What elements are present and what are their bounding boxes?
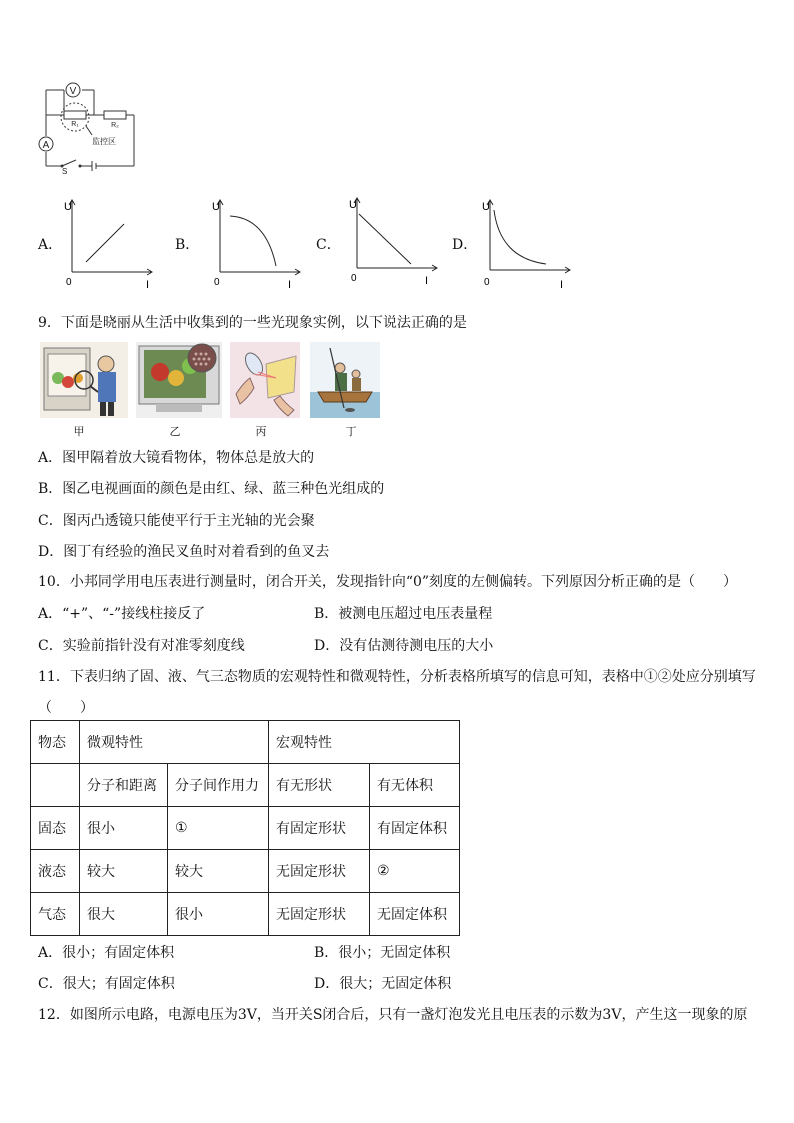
table-cell: 较大 (80, 850, 168, 893)
switch-label: S (62, 167, 68, 175)
table-row (31, 850, 460, 893)
table-cell: 有固定形状 (269, 807, 370, 850)
q11-stem-paren: （ ） (38, 700, 94, 716)
q9-caption-jia: 甲 (73, 425, 85, 438)
table-cell: 固态 (31, 807, 80, 850)
q10-stem: 10．小邦同学用电压表进行测量时，闭合开关，发现指针向“0”刻度的左侧偏转。下列原因分析正确的是（ ） (38, 574, 738, 590)
table-cell: 无固定体积 (370, 893, 460, 936)
q8-a-origin: 0 (66, 277, 72, 288)
table-subheader: 分子和距离 (80, 764, 168, 807)
monitor-zone-label: 监控区 (92, 137, 116, 146)
r1-label: R₁ (71, 121, 79, 128)
q8-c-i: I (425, 275, 429, 287)
q9-option-b[interactable]: B．图乙电视画面的颜色是由红、绿、蓝三种色光组成的 (38, 481, 385, 497)
table-cell: 气态 (31, 893, 80, 936)
q12-stem: 12．如图所示电路，电源电压为3V，当开关S闭合后，只有一盏灯泡发光且电压表的示数为3V，产生这一现象的原 (38, 1007, 748, 1023)
table-header-micro: 微观特性 (80, 721, 269, 764)
table-cell: ① (168, 807, 269, 850)
q8-a-u: U (64, 201, 72, 213)
q8-graph-c[interactable] (347, 194, 442, 288)
table-subheader: 分子间作用力 (168, 764, 269, 807)
table-header-macro: 宏观特性 (269, 721, 460, 764)
voltmeter-label: V (69, 86, 77, 97)
q9-caption-bing: 丙 (255, 425, 267, 438)
q9-picture-yi (136, 342, 222, 418)
q9-stem: 9．下面是晓丽从生活中收集到的一些光现象实例，以下说法正确的是 (38, 315, 467, 331)
table-header-state: 物态 (31, 721, 80, 764)
table-cell: 很大 (80, 893, 168, 936)
q9-caption-yi: 乙 (169, 425, 181, 438)
q8-option-a-label[interactable]: A． (38, 237, 63, 253)
q9-picture-ding (310, 342, 380, 418)
table-cell: 液态 (31, 850, 80, 893)
q11-option-c[interactable]: C．很大；有固定体积 (38, 976, 175, 992)
q9-option-a[interactable]: A．图甲隔着放大镜看物体，物体总是放大的 (38, 450, 315, 466)
r2-label: R₂ (111, 122, 119, 129)
q8-d-u: U (482, 201, 490, 213)
q8-b-u: U (212, 201, 220, 213)
q8-graph-d[interactable] (480, 196, 575, 290)
table-row (31, 893, 460, 936)
q11-option-d[interactable]: D．很大；无固定体积 (314, 976, 452, 992)
q8-graph-a[interactable] (62, 196, 157, 290)
table-subheader: 有无体积 (370, 764, 460, 807)
q11-option-b[interactable]: B．很小；无固定体积 (314, 945, 451, 961)
q9-picture-jia (40, 342, 128, 418)
table-row (31, 807, 460, 850)
q8-b-i: I (288, 279, 292, 290)
table-cell: 无固定形状 (269, 850, 370, 893)
q9-picture-bing (230, 342, 300, 418)
q8-option-b-label[interactable]: B． (175, 237, 200, 253)
table-cell: ② (370, 850, 460, 893)
q8-c-origin: 0 (351, 273, 357, 284)
table-cell: 很小 (168, 893, 269, 936)
q9-option-d[interactable]: D．图丁有经验的渔民叉鱼时对着看到的鱼叉去 (38, 544, 330, 560)
table-subheader: 有无形状 (269, 764, 370, 807)
q9-option-c[interactable]: C．图丙凸透镜只能使平行于主光轴的光会聚 (38, 513, 315, 529)
ammeter-label: A (42, 140, 50, 151)
q8-graph-b[interactable] (210, 196, 305, 290)
q8-a-i: I (146, 279, 150, 290)
circuit-diagram (34, 80, 144, 175)
q8-d-curve (494, 210, 546, 264)
q8-option-d-label[interactable]: D． (452, 237, 478, 253)
q8-b-origin: 0 (214, 277, 220, 288)
q8-d-i: I (560, 279, 564, 290)
q10-option-c[interactable]: C．实验前指针没有对准零刻度线 (38, 638, 245, 654)
q9-caption-ding: 丁 (345, 425, 357, 438)
q8-b-curve (230, 216, 276, 266)
q10-option-a[interactable]: A．“+”、“-”接线柱接反了 (38, 606, 206, 622)
q8-c-curve (359, 214, 411, 264)
q11-option-a[interactable]: A．很小；有固定体积 (38, 945, 175, 961)
q10-option-b[interactable]: B．被测电压超过电压表量程 (314, 606, 493, 622)
q8-option-c-label[interactable]: C． (316, 237, 341, 253)
table-cell: 无固定形状 (269, 893, 370, 936)
q11-stem: 11．下表归纳了固、液、气三态物质的宏观特性和微观特性，分析表格所填写的信息可知，表格中①②处应分别填写 (38, 669, 756, 685)
q8-c-u: U (349, 199, 357, 211)
q8-d-origin: 0 (484, 277, 490, 288)
q10-option-d[interactable]: D．没有估测待测电压的大小 (314, 638, 494, 654)
states-table (30, 720, 460, 936)
table-cell: 较大 (168, 850, 269, 893)
q8-a-curve (86, 224, 124, 262)
table-cell: 有固定体积 (370, 807, 460, 850)
table-cell (31, 764, 80, 807)
table-cell: 很小 (80, 807, 168, 850)
